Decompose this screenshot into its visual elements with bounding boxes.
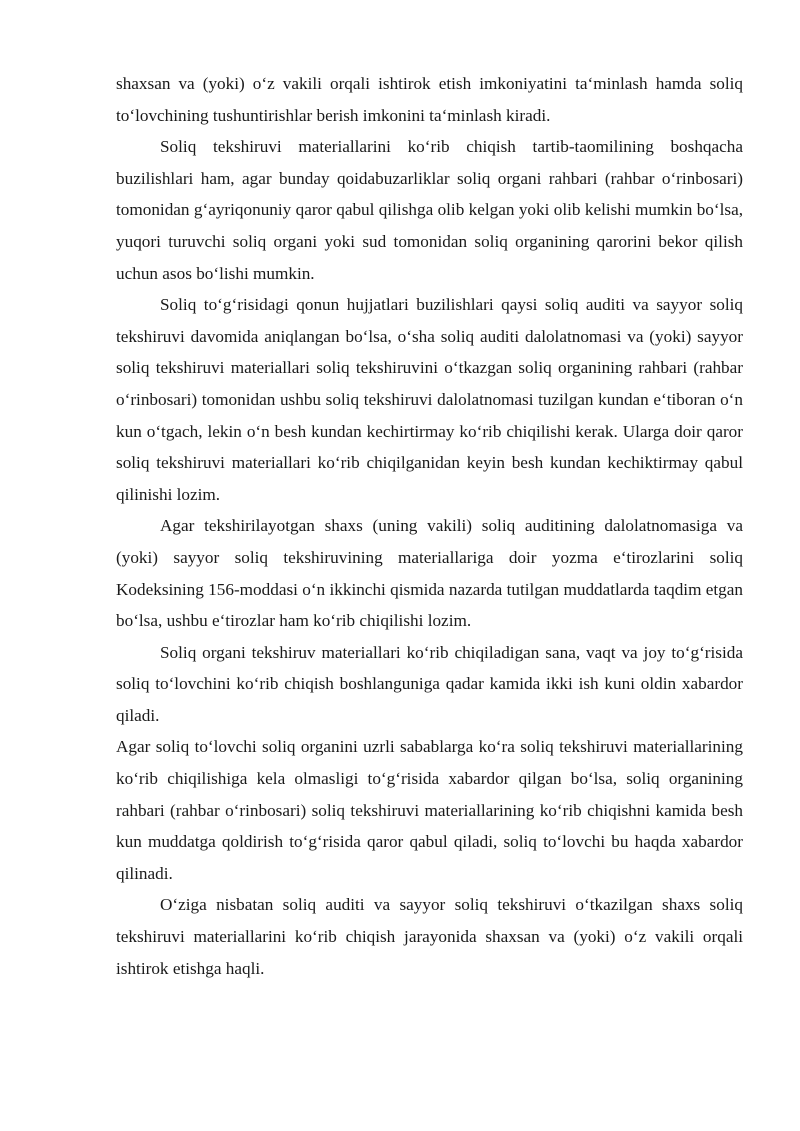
- paragraph-4: Agar tekshirilayotgan shaxs (uning vakili) soliq auditining dalolatnomasiga va (yoki) sayyor soliq tekshiruvining materiallariga doir yozma e‘tirozlarini soliq Kodeksining 156-moddasi o‘n ikkinchi qismida nazarda tutilgan muddatlarda taqdim etgan bo‘lsa, ushbu e‘tirozlar ham ko‘rib chiqilishi lozim.: [116, 516, 743, 631]
- document-page: [116, 68, 743, 984]
- paragraph-2: Soliq tekshiruvi materiallarini ko‘rib chiqish tartib-taomilining boshqacha buzilishlari ham, agar bunday qoidabuzarliklar soliq organi rahbari (rahbar o‘rinbosari) tomonidan g‘ayriqonuniy qaror qabul qilishga olib kelgan yoki olib kelishi mumkin bo‘lsa, yuqori turuvchi soliq organi yoki sud tomonidan soliq organining qarorini bekor qilish uchun asos bo‘lishi mumkin.: [116, 137, 743, 283]
- paragraph-6: Agar soliq to‘lovchi soliq organini uzrli sabablarga ko‘ra soliq tekshiruvi materiallarining ko‘rib chiqilishiga kela olmasligi to‘g‘risida xabardor qilgan bo‘lsa, soliq organining rahbari (rahbar o‘rinbosari) soliq tekshiruvi materiallarining ko‘rib chiqishni kamida besh kun muddatga qoldirish to‘g‘risida qaror qabul qiladi, soliq to‘lovchi bu haqda xabardor qilinadi.: [116, 737, 743, 883]
- paragraph-5: Soliq organi tekshiruv materiallari ko‘rib chiqiladigan sana, vaqt va joy to‘g‘risida soliq to‘lovchini ko‘rib chiqish boshlanguniga qadar kamida ikki ish kuni oldin xabardor qiladi.: [116, 642, 743, 725]
- paragraph-7: O‘ziga nisbatan soliq auditi va sayyor soliq tekshiruvi o‘tkazilgan shaxs soliq tekshiruvi materiallarini ko‘rib chiqish jarayonida shaxsan va (yoki) o‘z vakili orqali ishtirok etishga haqli.: [116, 895, 743, 978]
- paragraph-3: Soliq to‘g‘risidagi qonun hujjatlari buzilishlari qaysi soliq auditi va sayyor soliq tekshiruvi davomida aniqlangan bo‘lsa, o‘sha soliq auditi dalolatnomasi va (yoki) sayyor soliq tekshiruvi materiallari soliq tekshiruvini o‘tkazgan soliq organining rahbari (rahbar o‘rinbosari) tomonidan ushbu soliq tekshiruvi dalolatnomasi tuzilgan kundan e‘tiboran o‘n kun o‘tgach, lekin o‘n besh kundan kechirtirmay ko‘rib chiqilishi kerak. Ularga doir qaror soliq tekshiruvi materiallari ko‘rib chiqilganidan keyin besh kundan kechiktirmay qabul qilinishi lozim.: [116, 295, 743, 504]
- paragraph-1: shaxsan va (yoki) o‘z vakili orqali ishtirok etish imkoniyatini ta‘minlash hamda soliq to‘lovchining tushuntirishlar berish imkonini ta‘minlash kiradi.: [116, 74, 743, 125]
